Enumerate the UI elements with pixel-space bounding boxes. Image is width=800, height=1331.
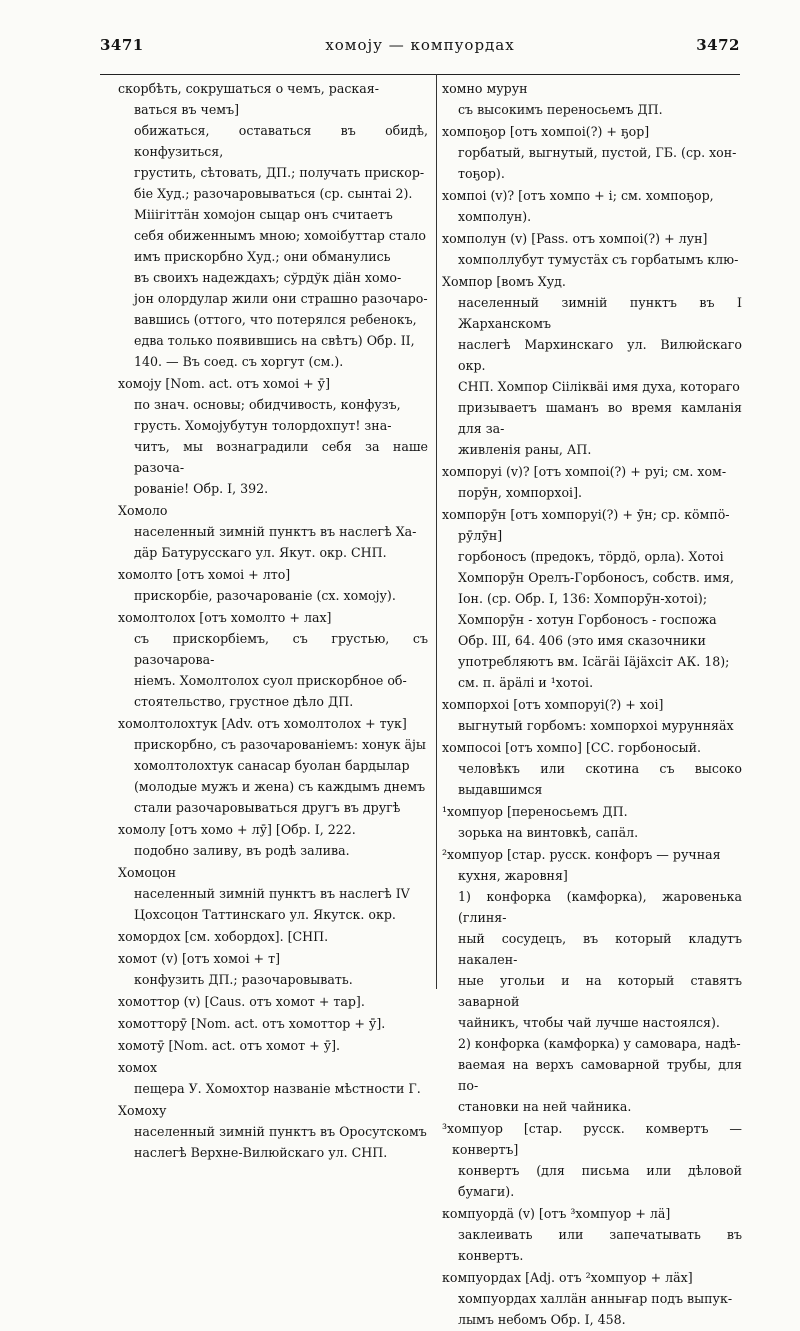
entry-body-line: конвертъ (для письма или дѣловой бумаги).	[458, 1163, 742, 1199]
entry-headword-line: хомполун (v) [Pass. отъ хомпоі(?) + лун]	[442, 231, 708, 246]
entry-body-line: рӯлӯн]	[458, 528, 503, 543]
entry-body-line: Обр. III, 64. 406 (это имя сказочники	[458, 633, 706, 648]
entry-headword-line: компуордä (v) [отъ ³хомпуор + лä]	[442, 1206, 671, 1221]
entry-headword-line: хомотторӯ [Nom. act. отъ хомоттор + ӯ].	[118, 1016, 386, 1031]
entry-body-line: Цохсоцон Таттинскаго ул. Якутск. окр.	[134, 907, 396, 922]
entry-headword-line: хомпосоі [отъ хомпо] [СС. горбоносый.	[442, 740, 702, 755]
entry-body-line: кухня, жаровня]	[458, 868, 568, 883]
dictionary-entry	[442, 801, 742, 843]
entry-body-line: хомполлубут тумустäх съ горбатымъ клю-	[458, 252, 739, 267]
entry-body-line: 140. — Въ соед. съ хоргут (см.).	[134, 354, 344, 369]
dictionary-entry	[118, 373, 428, 499]
dictionary-entry	[118, 607, 428, 712]
dictionary-entry	[442, 1118, 742, 1202]
entry-body-line: стоятельство, грустное дѣло ДП.	[134, 694, 354, 709]
entry-body-line: хомпуордах халлäн аннығар подъ выпук-	[458, 1291, 733, 1306]
dictionary-entry	[118, 926, 428, 947]
dictionary-entry	[442, 121, 742, 184]
entry-body-line: чайникъ, чтобы чай лучше настоялся).	[458, 1015, 720, 1030]
entry-body-line: становки на ней чайника.	[458, 1099, 632, 1114]
entry-headword-line: хомох	[118, 1060, 158, 1075]
entry-body-line: ваемая на верхъ самоварной трубы, для по-	[458, 1057, 742, 1093]
entry-headword-line: компуордах [Adj. отъ ²хомпуор + лäх]	[442, 1270, 693, 1285]
dictionary-entry	[118, 1057, 428, 1099]
entry-headword-line: ³хомпуор [стар. русск. комвертъ — конвертъ]	[442, 1121, 742, 1157]
column-divider	[436, 74, 437, 989]
entry-headword-line: Хомпор [вомъ Худ.	[442, 274, 566, 289]
entry-headword-line: хомпоі (v)? [отъ хомпо + і; см. хомпоҕор,	[442, 188, 714, 203]
entry-body-line: горбатый, выгнутый, пустой, ГБ. (ср. хон-	[458, 145, 737, 160]
entry-body-line: по знач. основы; обидчивость, конфузъ,	[134, 397, 401, 412]
entry-body-line: ные угольи и на который ставятъ заварной	[458, 973, 742, 1009]
entry-body-line: см. п. äрäлі и ¹хотоі.	[458, 675, 594, 690]
entry-body-line: біе Худ.; разочаровываться (ср. сынтаі 2).	[134, 186, 413, 201]
dictionary-entry	[442, 1267, 742, 1330]
entry-headword-line: хомот (v) [отъ хомоі + т]	[118, 951, 280, 966]
entry-body-line: прискорбно, съ разочарованіемъ: хонук äјы	[134, 737, 426, 752]
entry-headword-line: хомпоруі (v)? [отъ хомпоі(?) + руі; см. хом-	[442, 464, 727, 479]
left-column	[118, 78, 428, 1164]
entry-body-line: обижаться, оставаться въ обидѣ, конфузиться,	[134, 123, 428, 159]
entry-body-line: населенный зимній пунктъ въ наслегѣ Ха-	[134, 524, 417, 539]
dictionary-entry	[442, 844, 742, 1117]
entry-body-line: хомполун).	[458, 209, 532, 224]
entry-headword-line: хомотӯ [Nom. act. отъ хомот + ӯ].	[118, 1038, 341, 1053]
entry-headword-line: Хомоху	[118, 1103, 167, 1118]
running-head: хомоју — компуордах	[325, 36, 515, 54]
entry-body-line: заклеивать или запечатывать въ конвертъ.	[458, 1227, 742, 1263]
entry-headword-line: Хомоло	[118, 503, 168, 518]
dictionary-entry	[118, 713, 428, 818]
entry-headword-line: хомолу [отъ хомо + лӯ] [Обр. I, 222.	[118, 822, 356, 837]
entry-body-line: (молодые мужъ и жена) съ каждымъ днемъ	[134, 779, 426, 794]
entry-body-line: населенный зимній пунктъ въ наслегѣ IV	[134, 886, 410, 901]
entry-body-line: зорька на винтовкѣ, сапäл.	[458, 825, 639, 840]
dictionary-entry	[442, 461, 742, 503]
page-number-right: 3472	[696, 36, 740, 54]
entry-headword-line: хомпорхоі [отъ хомпоруі(?) + хоі]	[442, 697, 664, 712]
entry-headword-line: хомолтолохтук [Adv. отъ хомолтолох + тук]	[118, 716, 407, 731]
dictionary-entry	[442, 271, 742, 460]
entry-body-line: грустить, сѣтовать, ДП.; получать прискор-	[134, 165, 425, 180]
entry-body-line: конфузить ДП.; разочаровывать.	[134, 972, 353, 987]
entry-body-line: Мііігіттäн хомојон сыцар онъ считаетъ	[134, 207, 393, 222]
entry-body-line: призываетъ шаманъ во время камланія для за-	[458, 400, 742, 436]
entry-headword-line: хомордох [см. хобордох]. [СНП.	[118, 929, 329, 944]
page-header	[100, 36, 740, 60]
dictionary-entry	[442, 694, 742, 736]
entry-body-line: употребляютъ вм. Ісäгäі Іäјäхсіт АК. 18);	[458, 654, 730, 669]
right-column	[442, 78, 742, 1331]
entry-headword-line: ¹хомпуор [переносьемъ ДП.	[442, 804, 628, 819]
entry-body-line: 2) конфорка (камфорка) у самовара, надѣ-	[458, 1036, 741, 1051]
entry-body-line: подобно заливу, въ родѣ залива.	[134, 843, 350, 858]
dictionary-entry	[442, 504, 742, 693]
entry-body-line: горбоносъ (предокъ, тöрдö, орла). Хотоі	[458, 549, 724, 564]
entry-body-line: съ высокимъ переносьемъ ДП.	[458, 102, 663, 117]
entry-headword-line: скорбѣть, сокрушаться о чемъ, раская-	[118, 81, 379, 96]
dictionary-entry	[118, 78, 428, 372]
entry-body-line: тоҕор).	[458, 166, 505, 181]
entry-body-line: Хомпорӯн - хотун Горбоносъ - госпожа	[458, 612, 717, 627]
entry-headword-line: Хомоцон	[118, 865, 177, 880]
entry-headword-line: хомпорӯн [отъ хомпоруі(?) + ӯн; ср. кöмпö-	[442, 507, 730, 522]
dictionary-entry	[118, 862, 428, 925]
entry-body-line: хомолтолохтук санасар буолан бардылар	[134, 758, 410, 773]
entry-body-line: въ своихъ надеждахъ; сўрдўк дiäн хомо-	[134, 270, 402, 285]
dictionary-entry	[118, 564, 428, 606]
dictionary-entry	[118, 1100, 428, 1163]
dictionary-entry	[442, 78, 742, 120]
entry-body-line: выгнутый горбомъ: хомпорхоі мурунняäх	[458, 718, 734, 733]
entry-body-line: Іон. (ср. Обр. I, 136: Хомпорӯн-хотоі);	[458, 591, 708, 606]
page-number-left: 3471	[100, 36, 144, 54]
entry-body-line: населенный зимній пунктъ въ Оросутскомъ	[134, 1124, 427, 1139]
header-rule	[100, 74, 740, 75]
entry-body-line: стали разочаровываться другъ въ другѣ	[134, 800, 401, 815]
dictionary-entry	[442, 228, 742, 270]
dictionary-entry	[118, 500, 428, 563]
dictionary-entry	[442, 737, 742, 800]
entry-body-line: прискорбіе, разочарованіе (сх. хомоју).	[134, 588, 396, 603]
entry-body-line: Хомпорӯн Орелъ-Горбоносъ, собств. имя,	[458, 570, 734, 585]
entry-headword-line: хомно мурун	[442, 81, 528, 96]
entry-body-line: порӯн, хомпорхоі].	[458, 485, 582, 500]
entry-body-line: наслегѣ Мархинскаго ул. Вилюйскаго окр.	[458, 337, 742, 373]
entry-body-line: населенный зимній пунктъ въ I Жарханскомъ	[458, 295, 742, 331]
entry-body-line: ваться въ чемъ]	[134, 102, 240, 117]
entry-headword-line: хомолтолох [отъ хомолто + лах]	[118, 610, 332, 625]
entry-body-line: лымъ небомъ Обр. I, 458.	[458, 1312, 626, 1327]
entry-body-line: едва только появившись на свѣтъ) Обр. II,	[134, 333, 415, 348]
entry-headword-line: хомоттор (v) [Caus. отъ хомот + тар].	[118, 994, 365, 1009]
dictionary-entry	[118, 991, 428, 1012]
entry-body-line: человѣкъ или скотина съ высоко выдавшимся	[458, 761, 742, 797]
dictionary-entry	[442, 185, 742, 227]
entry-headword-line: ²хомпуор [стар. русск. конфоръ — ручная	[442, 847, 721, 862]
entry-body-line: 1) конфорка (камфорка), жаровенька (глиня-	[458, 889, 742, 925]
entry-body-line: ніемъ. Хомолтолох суол прискорбное об-	[134, 673, 407, 688]
entry-body-line: вавшись (оттого, что потерялся ребенокъ,	[134, 312, 417, 327]
dictionary-entry	[118, 819, 428, 861]
entry-body-line: пещера У. Хомохтор названіе мѣстности Г.	[134, 1081, 421, 1096]
entry-body-line: читъ, мы вознаградили себя за наше разоча-	[134, 439, 428, 475]
dictionary-entry	[442, 1203, 742, 1266]
entry-body-line: ный сосудецъ, въ который кладутъ накален-	[458, 931, 742, 967]
dictionary-entry	[118, 1013, 428, 1034]
entry-body-line: имъ прискорбно Худ.; они обманулись	[134, 249, 391, 264]
entry-body-line: себя обиженнымъ мною; хомоібуттар стало	[134, 228, 426, 243]
entry-headword-line: хомпоҕор [отъ хомпоі(?) + ҕор]	[442, 124, 650, 139]
entry-body-line: рованіе! Обр. I, 392.	[134, 481, 269, 496]
dictionary-entry	[118, 1035, 428, 1056]
dictionary-entry	[118, 948, 428, 990]
entry-body-line: живленія раны, АП.	[458, 442, 592, 457]
entry-headword-line: хомоју [Nom. act. отъ хомоі + ӯ]	[118, 376, 331, 391]
entry-body-line: јон олордулар жили они страшно разочаро-	[134, 291, 428, 306]
entry-body-line: наслегѣ Верхне-Вилюйскаго ул. СНП.	[134, 1145, 388, 1160]
entry-body-line: дäр Батурусскаго ул. Якут. окр. СНП.	[134, 545, 387, 560]
entry-body-line: грусть. Хомојубутун толордохпут! зна-	[134, 418, 392, 433]
entry-body-line: съ прискорбіемъ, съ грустью, съ разочарова-	[134, 631, 428, 667]
entry-body-line: СНП. Хомпор Сііліквäі имя духа, котораго	[458, 379, 740, 394]
entry-headword-line: хомолто [отъ хомоі + лто]	[118, 567, 291, 582]
